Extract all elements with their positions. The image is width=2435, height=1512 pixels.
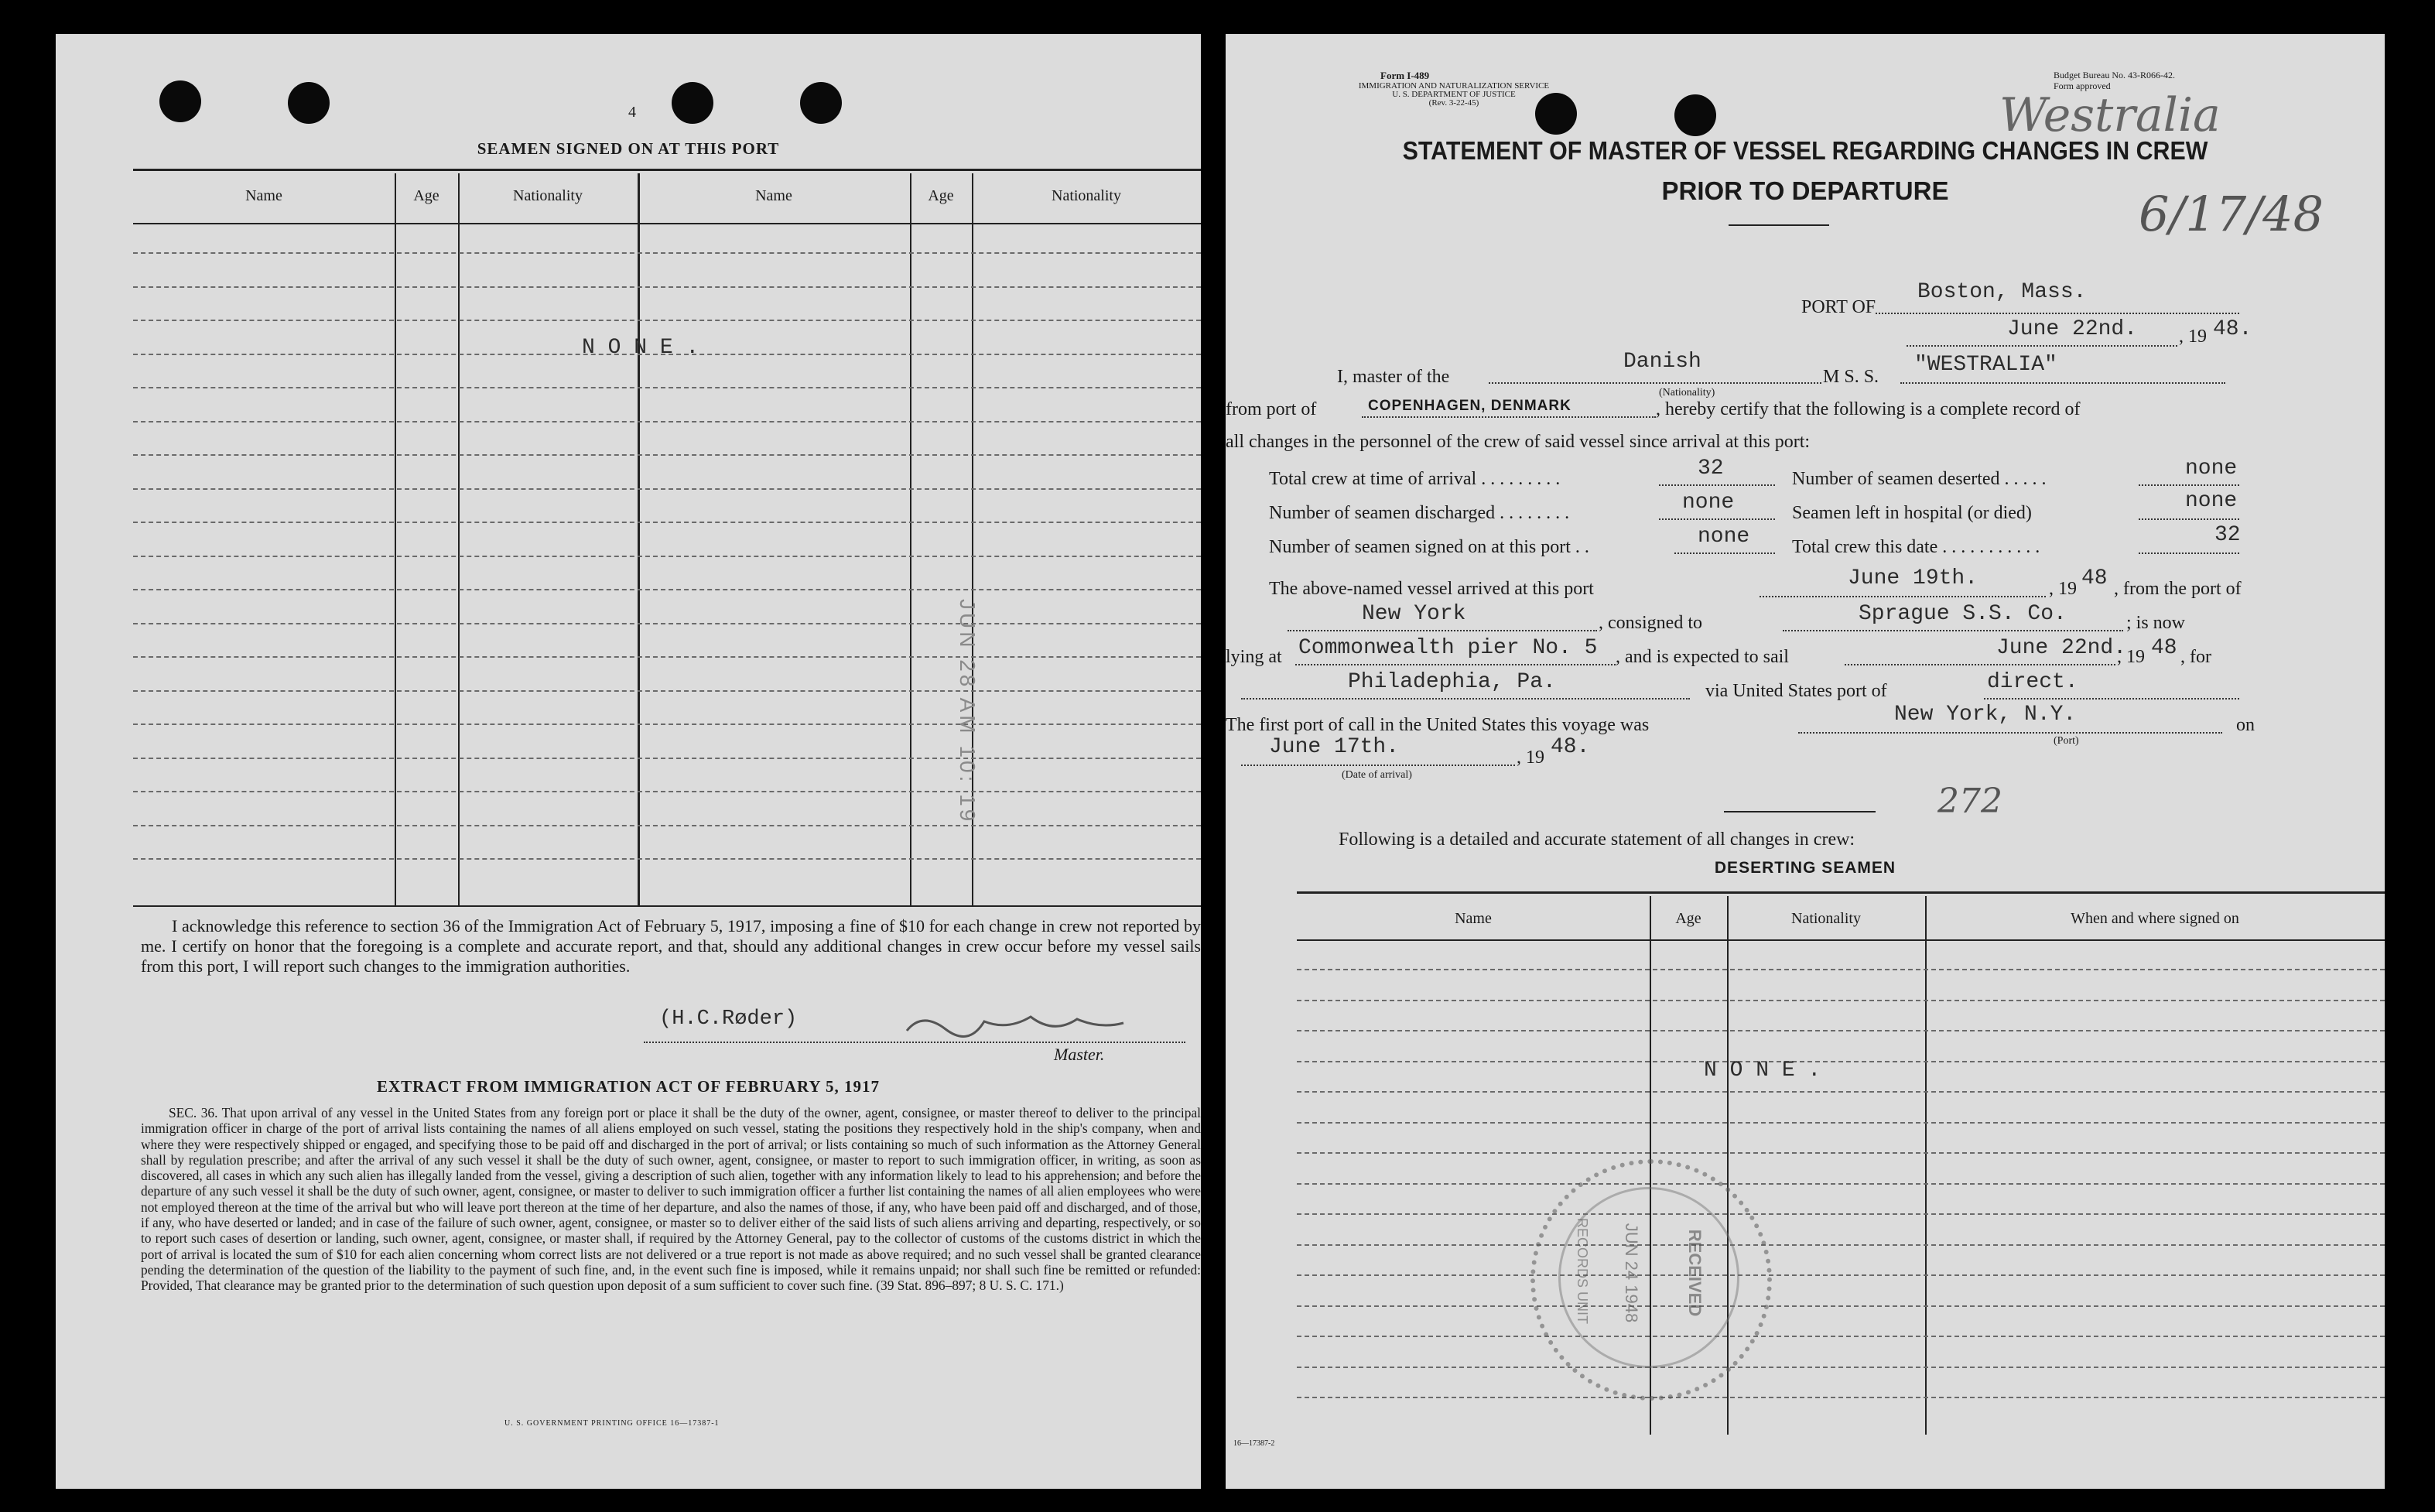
master-name: (H.C.Røder) [659,1007,798,1031]
extract-text: SEC. 36. That upon arrival of any vessel in the United States from any foreign port or place it shall be the duty of the owner, agent, consignee, or master thereof to deliver to the principal immigration officer in charge of the port of arrival lists containing the names of all aliens employed on such vessel, stating the positions they respectively hold in the ship's company, when and where they were respectively shipped or engaged, and specifying those to be paid off and discharged in the port of arrival; or lists containing so much of such information as the Attorney General shall by regulation prescribe; and after the arrival of any such vessel it shall be the duty of such owner, agent, consignee, or master to report to such immigration officer, in writing, as soon as discovered, all cases in which any such alien has illegally landed from the vessel, giving a description of such alien, together with any information likely to lead to his apprehension; and before the departure of any such vessel it shall be the duty of such owner, agent, consignee, or master to deliver to such immigration officer a further list containing the names of all alien employees who were not employed thereon at the time of the arrival but who will leave port thereon at the time of her departure, and also the names of those, if any, who have been paid off and discharged, and of those, if any, who have deserted or landed; and in case of the failure of such owner, agent, consignee, or master so to deliver either of the said lists of such aliens arriving and departing, respectively, or so to report such cases of desertion or landing, such owner, agent, consignee, or master shall, if required by the Attorney General, pay to the collector of customs of the customs district in which the port of arrival is located the sum of $10 for each alien concerning whom correct lists are not delivered or a true report is not made as above required; and no such vessel shall be granted clearance pending the determination of the question of the liability to the payment of such fine, and, in the event such fine is imposed, while it remains unpaid; nor shall such fine be remitted or refunded: Provided, That clearance may be granted prior to the determination of such question upon deposit of a sum sufficient to cover such fine. (39 Stat. 896–897; 8 U. S. C. 171.) [141,1105,1201,1294]
sail-line [1845,664,2115,665]
punch-hole [1674,94,1716,136]
expected-label: , and is expected to sail [1616,647,1789,667]
stat-value-hospital: none [2185,489,2238,513]
from-port-value: COPENHAGEN, DENMARK [1368,398,1571,414]
date-line [1907,345,2177,347]
table-row-line [1297,1336,2385,1337]
table-row-line [1297,1122,2385,1124]
first-year: 48. [1551,735,1590,759]
punch-hole [672,82,713,124]
col-header-age: Age [1675,910,1701,927]
table-row-line [1297,969,2385,970]
table-row-line [133,656,1201,658]
sail-date: June 22nd. [1996,636,2127,660]
form-title-line1: STATEMENT OF MASTER OF VESSEL REGARDING CHANGES IN CREW [1402,136,2208,165]
stat-line [2139,484,2239,486]
table-row-line [133,724,1201,725]
col-header-age: Age [928,187,954,204]
arrived-date: June 19th. [1848,566,1978,590]
handwritten-date: 6/17/48 [2139,186,2324,242]
first-year-label: , 19 [1517,747,1544,768]
divider-rule [1724,811,1876,812]
arrived-year: 48 [2081,566,2108,590]
deserting-title: DESERTING SEAMEN [1714,859,1896,877]
table-row-line [133,589,1201,590]
arrived-label: The above-named vessel arrived at this port [1269,579,1594,599]
stat-label-total-date: Total crew this date . . . . . . . . . . . [1792,537,2040,557]
following-text: Following is a detailed and accurate statement of all changes in crew: [1339,830,1855,850]
first-port-label: The first port of call in the United States this voyage was [1226,715,1650,735]
stamp-unit: RECORDS UNIT [1575,1217,1591,1325]
date-caption: (Date of arrival) [1342,769,1412,781]
port-line [1876,313,2239,314]
table-row-line [133,522,1201,523]
table-entry-none: N O N E . [582,336,699,360]
arrived-year-label: , 19 [2049,579,2077,599]
table-row-line [1297,1397,2385,1398]
col-header-nationality: Nationality [1791,910,1861,927]
punch-hole [159,80,201,122]
lying-value: Commonwealth pier No. 5 [1298,636,1598,660]
lying-line [1295,664,1616,665]
nationality-caption: (Nationality) [1659,387,1715,399]
table-row-line [133,252,1201,254]
nationality-line [1489,382,1821,384]
port-value: Boston, Mass. [1917,280,2087,304]
table-entry-none: N O N E . [1704,1059,1821,1083]
table-top-rule [1297,891,2385,894]
table-row-line [133,623,1201,624]
table-header-rule [133,223,1201,224]
col-header-age: Age [413,187,439,204]
stat-line [2139,552,2239,554]
agency-line: U. S. DEPARTMENT OF JUSTICE [1392,90,1516,99]
table-row-line [133,858,1201,860]
table-row-line [133,556,1201,557]
table-row-line [133,758,1201,759]
master-of-label: I, master of the [1337,367,1450,387]
punch-hole [288,82,330,124]
stat-value-total-date: 32 [2214,523,2241,547]
stamp-received: RECEIVED [1685,1229,1705,1317]
first-date: June 17th. [1269,735,1400,759]
stat-label-hospital: Seamen left in hospital (or died) [1792,503,2032,523]
col-header-name: Name [1455,910,1492,927]
table-row-line [1297,1367,2385,1368]
column-divider [458,173,460,905]
printer-line: 16—17387-2 [1233,1439,1275,1448]
table-row-line [1297,1152,2385,1154]
column-divider [638,173,640,905]
on-label: on [2236,715,2255,735]
stat-label-signed-on: Number of seamen signed on at this port . . [1269,537,1589,557]
table-row-line [1297,1091,2385,1093]
col-header-nationality: Nationality [513,187,583,204]
destination-line [1241,698,1690,700]
punch-hole [800,82,842,124]
table-row-line [133,421,1201,422]
extract-title: EXTRACT FROM IMMIGRATION ACT OF FEBRUARY 5, 1917 [376,1077,881,1096]
right-page [1226,34,2385,1489]
lying-label: lying at [1226,647,1282,667]
year-value: 48. [2213,317,2252,341]
from-the-port-label: , from the port of [2114,579,2242,599]
received-stamp [1530,1159,1772,1401]
via-label: via United States port of [1705,681,1887,701]
stat-value-total-arrival: 32 [1698,457,1724,481]
table-bottom-rule [133,905,1201,907]
table-row-line [133,690,1201,692]
table-row-line [1297,1213,2385,1215]
from-the-port-line [1288,630,1597,631]
col-header-name: Name [245,187,282,204]
handwritten-number: 272 [1937,782,2002,821]
table-row-line [133,454,1201,456]
table-row-line [1297,1061,2385,1062]
port-label: PORT OF [1801,297,1876,317]
consigned-line [1783,630,2123,631]
signature-line [644,1042,1185,1043]
master-signature [891,1007,1201,1038]
form-number: Form I-489 [1380,70,1430,81]
table-row-line [133,286,1201,288]
certify-text: , hereby certify that the following is a complete record of [1656,399,2081,419]
stat-label-total-arrival: Total crew at time of arrival . . . . . . . . . [1269,469,1561,489]
year-prefix: , 19 [2179,327,2207,347]
budget-line: Budget Bureau No. 43-R066-42. [2054,70,2175,80]
table-top-rule [133,169,1201,171]
form-title-line2: PRIOR TO DEPARTURE [1661,176,1949,205]
stat-value-signed-on: none [1698,525,1750,549]
table-row-line [1297,1274,2385,1276]
table-row-line [133,825,1201,826]
column-divider [395,173,396,905]
via-line [1984,698,2239,700]
agency-line: (Rev. 3-22-45) [1428,98,1479,108]
nationality-value: Danish [1623,350,1701,374]
consigned-value: Sprague S.S. Co. [1859,602,2067,626]
stamp-date: JUN 24 1948 [1622,1223,1642,1323]
is-now-label: ; is now [2126,613,2186,633]
stat-line [1659,484,1775,486]
title-rule [1729,224,1829,226]
stat-value-discharged: none [1682,491,1735,515]
table-row-line [1297,1183,2385,1185]
left-page [56,34,1201,1489]
table-row-line [133,387,1201,388]
table-row-line [133,320,1201,321]
printer-line: U. S. GOVERNMENT PRINTING OFFICE 16—17387-1 [504,1419,720,1428]
vessel-name: "WESTRALIA" [1914,353,2057,377]
agency-block [1288,82,1620,108]
stat-line [1674,552,1775,554]
vessel-line [1900,382,2225,384]
col-header-name: Name [755,187,792,204]
stat-value-deserted: none [2185,457,2238,481]
column-divider [1925,896,1927,1435]
table-row-line [133,488,1201,490]
table-row-line [133,791,1201,792]
from-port-line [1362,416,1656,418]
col-header-nationality: Nationality [1052,187,1121,204]
from-the-port-value: New York [1362,602,1466,626]
budget-line: Form approved [2054,80,2111,91]
table-row-line [1297,1030,2385,1031]
first-port-value: New York, N.Y. [1894,703,2077,727]
certify-text-2: all changes in the personnel of the crew of said vessel since arrival at this port: [1226,432,1811,452]
consigned-label: , consigned to [1599,613,1702,633]
via-value: direct. [1987,670,2078,694]
page-number: 4 [628,104,636,121]
for-label: , for [2180,647,2211,667]
table-row-line [1297,1000,2385,1001]
master-label: Master. [1054,1045,1105,1064]
ms-label: M S. S. [1823,367,1879,387]
stat-label-deserted: Number of seamen deserted . . . . . [1792,469,2047,489]
arrived-line [1760,596,2046,597]
first-port-line [1798,732,2222,734]
first-date-line [1241,765,1515,766]
section-title: SEAMEN SIGNED ON AT THIS PORT [477,139,780,158]
column-divider [910,173,911,905]
table-row-line [1297,1244,2385,1246]
port-caption: (Port) [2054,735,2079,747]
date-value: June 22nd. [2007,317,2138,341]
handwritten-vessel: Westralia [1999,88,2221,142]
sail-year: 48 [2151,636,2177,660]
stat-label-discharged: Number of seamen discharged . . . . . . . . [1269,503,1570,523]
destination: Philadephia, Pa. [1348,670,1556,694]
col-header-signed-on: When and where signed on [2071,910,2239,927]
from-port-label: from port of [1226,399,1317,419]
sail-year-label: , 19 [2117,647,2145,667]
table-row-line [1297,1305,2385,1307]
stat-line [1659,518,1775,520]
agency-line: IMMIGRATION AND NATURALIZATION SERVICE [1358,81,1550,91]
table-header-rule [1297,939,2385,941]
certification-text: I acknowledge this reference to section 36 of the Immigration Act of February 5, 1917, imposing a fine of $10 for each change in crew not reported by me. I certify on honor that the foregoing is a complete and accurate report, and that, should any additional changes in crew occur before my vessel sails from this port, I will report such changes to the immigration authorities. [141,916,1201,976]
stat-line [2139,518,2239,520]
date-received-stamp: JUN 28 AM 10: 19 [956,599,980,825]
